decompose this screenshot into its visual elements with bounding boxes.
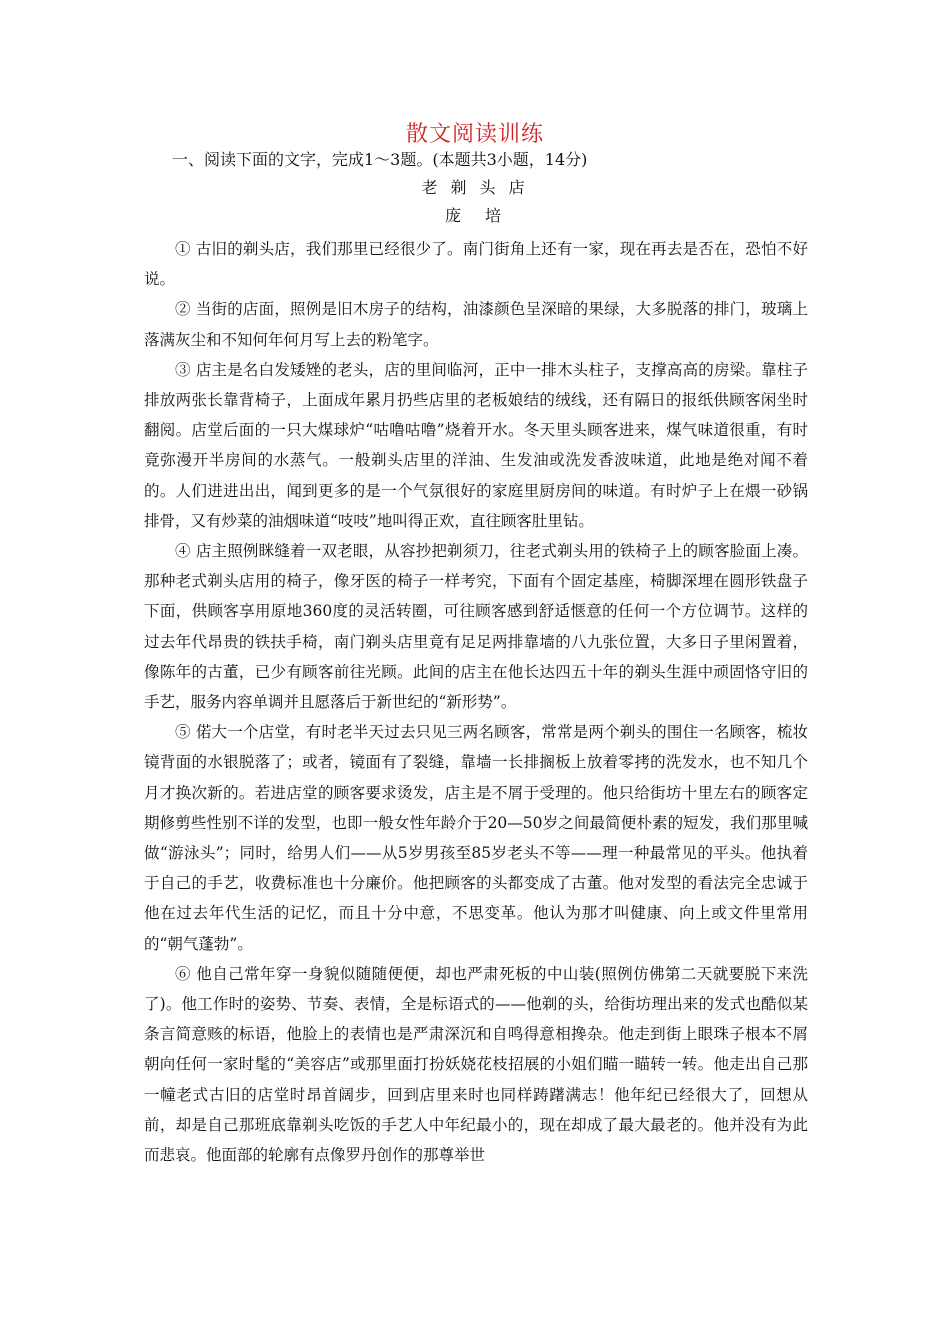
paragraph-5: ⑤ 偌大一个店堂，有时老半天过去只见三两名顾客，常常是两个剃头的围住一名顾客，梳妆镜背面的水银脱落了；或者，镜面有了裂缝，靠墙一长排搁板上放着零拷的洗发水，也不知几个月才换次新的。若进店堂的顾客要求烫发，店主是不屑于受理的。他只给街坊十里左右的顾客定期修剪些性别不详的发型，也即一般女性年龄介于20—50岁之间最简便朴素的短发，我们那里喊做“游泳头”；同时，给男人们——从5岁男孩至85岁老头不等——理一种最常见的平头。他执着于自己的手艺，收费标准也十分廉价。他把顾客的头都变成了古董。他对发型的看法完全忠诚于他在过去年代生活的记忆，而且十分中意，不思变革。他认为那才叫健康、向上或文件里常用的“朝气蓬勃”。 bbox=[144, 723, 808, 953]
essay-author: 庞 培 bbox=[444, 206, 505, 225]
paragraph-6: ⑥ 他自己常年穿一身貌似随随便便，却也严肃死板的中山装(照例仿佛第二天就要脱下来洗了)。他工作时的姿势、节奏、表情，全是标语式的——他剃的头，给街坊理出来的发式也酷似某条言简意赅的标语，他脸上的表情也是严肃深沉和自鸣得意相搀杂。他走到街上眼珠子根本不屑朝向任何一家时髦的“美容店”或那里面打扮妖娆花枝招展的小姐们瞄一瞄转一转。他走出自己那一幢老式古旧的店堂时昂首阔步，回到店里来时也同样踌躇满志！他年纪已经很大了，回想从前，却是自己那班底靠剃头吃饭的手艺人中年纪最小的，现在却成了最大最老的。他并没有为此而悲哀。他面部的轮廓有点像罗丹创作的那尊举世 bbox=[144, 964, 808, 1165]
paragraph-4: ④ 店主照例眯缝着一双老眼，从容抄把剃须刀，往老式剃头用的铁椅子上的顾客脸面上凑。那种老式剃头店用的椅子，像牙医的椅子一样考究，下面有个固定基座，椅脚深埋在圆形铁盘子下面，供顾客享用原地360度的灵活转圈，可往顾客感到舒适惬意的任何一个方位调节。这样的过去年代昂贵的铁扶手椅，南门剃头店里竟有足足两排靠墙的八九张位置，大多日子里闲置着，像陈年的古董，已少有顾客前往光顾。此间的店主在他长达四五十年的剃头生涯中顽固恪守旧的手艺，服务内容单调并且愿落后于新世纪的“新形势”。 bbox=[144, 542, 808, 712]
paragraph-1: ① 古旧的剃头店，我们那里已经很少了。南门街角上还有一家，现在再去是否在，恐怕不好说。 bbox=[144, 240, 808, 289]
paragraph-2: ② 当街的店面，照例是旧木房子的结构，油漆颜色呈深暗的果绿，大多脱落的排门，玻璃上落满灰尘和不知何年何月写上去的粉笔字。 bbox=[144, 300, 808, 349]
question-instruction: 一、阅读下面的文字，完成1～3题。(本题共3小题，14分) bbox=[172, 150, 588, 169]
essay-body bbox=[144, 234, 808, 1170]
essay-title: 老 剃 头 店 bbox=[421, 178, 529, 197]
paragraph-3: ③ 店主是名白发矮矬的老头，店的里间临河，正中一排木头柱子，支撑高高的房梁。靠柱子排放两张长靠背椅子，上面成年累月扔些店里的老板娘结的绒线，还有隔日的报纸供顾客闲坐时翻阅。店堂后面的一只大煤球炉“咕噜咕噜”烧着开水。冬天里头顾客进来，煤气味道很重，有时竟弥漫开半房间的水蒸气。一般剃头店里的洋油、生发油或洗发香波味道，此地是绝对闻不着的。人们进进出出，闻到更多的是一个气氛很好的家庭里厨房间的味道。有时炉子上在煨一砂锅排骨，又有炒菜的油烟味道“吱吱”地叫得正欢，直往顾客肚里钻。 bbox=[144, 360, 808, 530]
document-title: 散文阅读训练 bbox=[405, 122, 544, 147]
